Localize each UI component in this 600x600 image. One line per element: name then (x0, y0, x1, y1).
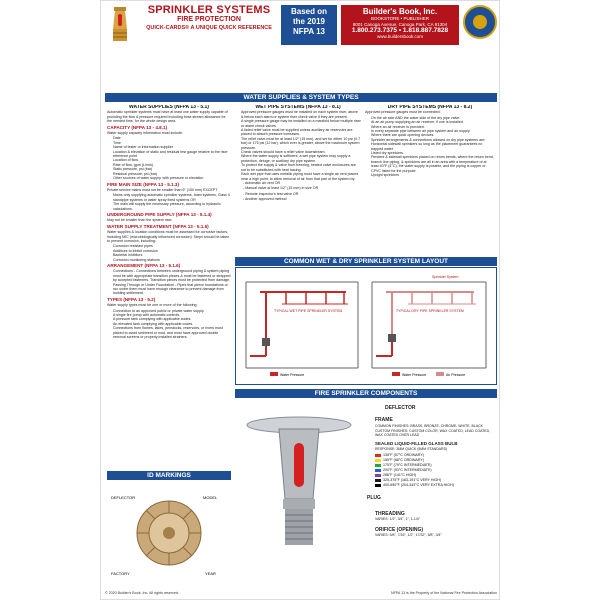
based-line-1: Based on (290, 7, 327, 16)
orifice-label: ORIFICE (OPENING) (375, 527, 424, 533)
temperature-list (375, 453, 495, 488)
publisher-block (341, 5, 459, 45)
quick-card (100, 0, 500, 600)
plug-label: PLUG (367, 495, 381, 501)
card-header (101, 1, 500, 91)
list-item: • A single fire pump with automatic controls. (113, 313, 231, 317)
title-block (139, 4, 279, 31)
list-item: • Sprinkler arrangements & connections allowed on dry pipe systems are: (371, 138, 495, 142)
list-item: • A listed relief valve must be supplied unless auxiliary air reservoirs are placed to absorb pressure increases. (241, 128, 361, 137)
types-text: Water supply types must be one or more of the following: (107, 303, 198, 308)
dry-pipe-heading: DRY PIPE SYSTEMS (NFPA 13 - 8.2) (387, 105, 473, 110)
list-item: • Connections - Connections between underground piping & system piping must be with appropriate transition pieces & must be fastened or strapped by accepted fasteners. Transition pieces must be protected from damage. (113, 269, 231, 282)
list-item: • Other sources of water supply, with pressure or elevation (113, 176, 231, 180)
temperature-swatch (375, 454, 381, 457)
temperature-row (375, 483, 495, 488)
capacity-text: Water supply capacity information must include: (107, 131, 183, 136)
list-item: • Where the water supply is sufficient, a wet pipe system may supply a protection, deluge, or auxiliary dry pipe system. (241, 154, 361, 163)
copyright: © 2020 Builder's Book, Inc. All rights reserved. (105, 591, 179, 595)
sub-item: - Remote inspector's test valve OR (243, 191, 299, 196)
list-item: • Location of flow (113, 158, 231, 162)
fire-main-heading: FIRE MAIN SIZE (NFPA 13 - 5.1.3) (107, 181, 179, 187)
footer (105, 591, 497, 599)
temperature-swatch (375, 484, 381, 487)
list-item: • Connection to an approved public or private water supply. (113, 309, 231, 313)
band-layout: COMMON WET & DRY SPRINKLER SYSTEM LAYOUT (235, 257, 497, 266)
frame-label: FRAME (375, 417, 393, 423)
deflector-markings-diagram (107, 481, 231, 585)
sprinkler-head-illustration (239, 403, 359, 553)
list-item: • On the air side AND the water side of the dry pipe valve. (371, 116, 495, 120)
band-components: FIRE SPRINKLER COMPONENTS (235, 389, 497, 398)
list-item: • Pendent & sidewall sprinklers placed on return bends, where the return bend, branch line piping, & sprinklers are all in an area with a temperature of at least 40°F (4°C), the water supply is potable, and the piping is copper or CPVC listed for the purpose. (371, 155, 495, 173)
sub-item: - Automatic air vent OR (243, 180, 281, 185)
temperature-label: 200°F (93°C INTERMEDIATE) (383, 468, 432, 472)
list-item: • Check valves should have a relief valve downstream. (241, 150, 361, 154)
temperature-swatch (375, 459, 381, 462)
list-item: • The relief valve must be at least 1/2" (15 mm), and set for either 10 psi (0.7 bar) or 175 psi (12 bar), which ever is greater, above the maximum system pressure. (241, 137, 361, 150)
list-item: • Connections from flumes, lakes, penstocks, reservoirs, or rivers must placed to avoid sediment or mud, and must have approved double removal screens or properly installed strainers. (113, 326, 231, 339)
frame-desc-2: CUSTOM FINISHES: CUSTOM COLOR, WAX COATED, LEAD COATED, WAX COATED OVER LEAD (375, 429, 491, 437)
card-tagline: QUICK-CARDS® A UNIQUE QUICK REFERENCE (146, 25, 272, 31)
temperature-label: 135°F (57°C ORDINARY) (383, 453, 424, 457)
based-on-badge (281, 5, 337, 45)
list-item: • The main will supply the necessary pressure, according to hydraulic calculations. (113, 202, 231, 211)
dry-legend-air: Air Pressure (446, 373, 466, 377)
wet-system-diagram (246, 282, 358, 368)
list-item: • To protect the supply & valve from freezing, heated valve enclosures are not to be substituted with heat tracing. (241, 163, 361, 172)
id-label-model: MODEL (203, 495, 218, 500)
list-item: • Where an air receiver is provided. (371, 125, 495, 129)
publisher-name: Builder's Book, Inc. (362, 7, 438, 16)
based-line-2: the 2019 (292, 17, 326, 26)
list-item: • Location & elevation of static and residual test gauge relative to the riser reference point (113, 150, 231, 159)
list-item: • Listed dry sprinklers. (371, 151, 495, 155)
band-water-supplies: WATER SUPPLIES & SYSTEM TYPES (105, 93, 497, 102)
temperature-swatch (375, 469, 381, 472)
types-heading: TYPES (NFPA 13 - 5.2) (107, 296, 156, 302)
temperature-swatch (375, 464, 381, 467)
intro-text: Automatic sprinkler systems must have at least one water supply capable of providing the flow & pressure required including hose stream allowance for the needed time, for the whole design area. (107, 110, 228, 124)
list-item: • A pressure tank complying with applicable codes. (113, 317, 231, 321)
publisher-web: www.buildersbook.com (376, 34, 424, 39)
list-item: • At an air pump supplying an air receiver, if one is installed. (371, 120, 495, 124)
wet-legend-label: Water Pressure (280, 373, 305, 377)
list-item: • Corrosion resistant pipes (113, 244, 231, 248)
list-item: • Bacterial inhibitors (113, 253, 231, 257)
list-item: • Each wet pipe that uses metallic piping must have a single air vent placed near a high point, to allow removal of air from that part of the system by: (241, 172, 361, 181)
dry-legend-water: Water Pressure (402, 373, 427, 377)
treatment-heading: WATER SUPPLY TREATMENT (NFPA 13 - 5.1.5) (107, 223, 209, 229)
list-item: • Where there are quick opening devices. (371, 133, 495, 137)
threading-label: THREADING (375, 511, 405, 517)
sprinkler-system-label: Sprinkler System (432, 275, 459, 279)
list-item: • Date (113, 136, 231, 140)
orifice-desc: VARIES: 3/8", 7/16", 1/2", 17/32", 5/8", 3/4" (375, 533, 442, 537)
bulb-label: SEALED LIQUID-FILLED GLASS BULB (375, 441, 458, 446)
list-item: • Residual pressure, psi (bar) (113, 172, 231, 176)
temperature-label: 175°F (79°C INTERMEDIATE) (383, 463, 432, 467)
sub-item: - Manual valve at least 1/2" (15 mm) in size OR (243, 186, 319, 191)
based-line-3: NFPA 13 (292, 27, 325, 36)
threading-desc: VARIES: 1/2", 3/4", 1", 1-1/4" (375, 517, 420, 521)
water-supplies-heading: WATER SUPPLIES (NFPA 13 - 5.1) (129, 105, 209, 110)
list-item: • Horizontal sidewall sprinklers so long as the placement guarantees no trapped water. (371, 142, 495, 151)
card-subtitle: FIRE PROTECTION (177, 16, 241, 23)
publisher-phone: 1.800.273.7375 • 1.818.887.7828 (351, 27, 449, 34)
list-item: • Upright sprinklers (371, 173, 495, 177)
wet-pipe-heading: WET PIPE SYSTEMS (NFPA 13 - 8.1) (255, 105, 341, 110)
dry-intro: Approved pressure gauges must be connected: (365, 110, 441, 115)
capacity-heading: CAPACITY (NFPA 13 - 4.8.1) (107, 124, 168, 130)
temperature-swatch (375, 479, 381, 482)
list-item: • Rate of flow, gpm (L/min) (113, 163, 231, 167)
list-item: • An elevated tank complying with applicable codes. (113, 322, 231, 326)
dry-legend-swatch-air (436, 372, 444, 376)
fire-main-text: Private service mains must not be smaller than 6" (150 mm) EXCEPT (107, 187, 218, 192)
temperature-label: 400-650°F (204-343°C VERY EXTRA HIGH) (383, 483, 454, 487)
band-id-markings: ID MARKINGS (107, 471, 231, 480)
list-item: • Mains only supplying automatic sprinkler systems, foam systems, Class II standpipe systems or water spray fixed systems OR (113, 193, 231, 202)
layout-diagram (236, 268, 496, 384)
sprinkler-head-icon (105, 5, 135, 45)
wet-legend-swatch (270, 372, 278, 376)
arrangement-heading: ARRANGEMENT (NFPA 13 - 5.1.6) (107, 263, 181, 268)
id-label-deflector: DEFLECTOR (111, 495, 136, 500)
deflector-label: DEFLECTOR (385, 405, 416, 411)
publisher-sub: BOOKSTORE • PUBLISHER (370, 16, 429, 21)
card-title: SPRINKLER SYSTEMS (147, 4, 271, 16)
id-label-year: YEAR (205, 571, 216, 576)
glass-bulb (294, 443, 304, 487)
treatment-text: Water supplies & location conditions must be assessed for corrosive factors, including MIC (microbiologically influenced corrosion). Steps should be taken to prevent corrosion, including: (107, 230, 230, 243)
dry-system-label: TYPICAL DRY PIPE SPRINKLER SYSTEM (396, 309, 464, 313)
dry-legend-swatch-water (392, 372, 400, 376)
list-item: • In every separate pipe between air pipe system and air supply. (371, 129, 495, 133)
id-label-factory: FACTORY (111, 571, 130, 576)
bulb-desc: RESPONSE: 3MM QUICK (5MM STANDARD) (375, 447, 448, 451)
dry-pipe-column (365, 105, 495, 255)
underground-heading: UNDERGROUND PIPE SUPPLY (NFPA 13 - 5.1.4) (107, 211, 212, 217)
wet-pipe-column (235, 105, 361, 255)
list-item: • Approved pressure gauges must be installed on each system riser, above & below each alarm or system riser check valve if they are present. (241, 110, 361, 119)
list-item: • Passing Through or Under Foundation - Pipes that pierce foundations or run under them must have enough clearance to prevent damage from building settlement. (113, 283, 231, 296)
temperature-label: 155°F (68°C ORDINARY) (383, 458, 424, 462)
seal-icon (463, 5, 497, 39)
underground-text: May not be smaller than the system riser. (107, 218, 173, 223)
list-item: • Name of tester or information supplier (113, 145, 231, 149)
layout-section (235, 267, 497, 385)
left-column (107, 105, 231, 451)
list-item: • Corrosion monitoring stations (113, 258, 231, 262)
temperature-swatch (375, 474, 381, 477)
list-item: • Additives to inhibit corrosion (113, 249, 231, 253)
list-item: • A single pressure gauge may be installed on a manifold below multiple riser or alarm check valves. (241, 119, 361, 128)
frame-desc: COMMON FINISHES: BRASS, BRONZE, CHROME, WHITE, BLACK (375, 424, 483, 428)
nfpa-notice: NFPA 13 is the Property of the National Fire Protection Association (390, 591, 497, 595)
temperature-label: 325-375°F (163-191°C VERY HIGH) (383, 478, 442, 482)
id-markings-section (107, 481, 231, 587)
temperature-label: 286°F (141°C HIGH) (383, 473, 417, 477)
sub-item: - Another approved method (243, 197, 287, 202)
wet-system-label: TYPICAL WET PIPE SPRINKLER SYSTEM (274, 309, 343, 313)
publisher-address: 8001 Canoga Avenue, Canoga Park, CA 91304 (352, 21, 448, 27)
list-item: • Time (113, 141, 231, 145)
dry-system-diagram (372, 282, 486, 368)
components-section (235, 399, 497, 589)
list-item: • Static pressure, psi (bar) (113, 167, 231, 171)
